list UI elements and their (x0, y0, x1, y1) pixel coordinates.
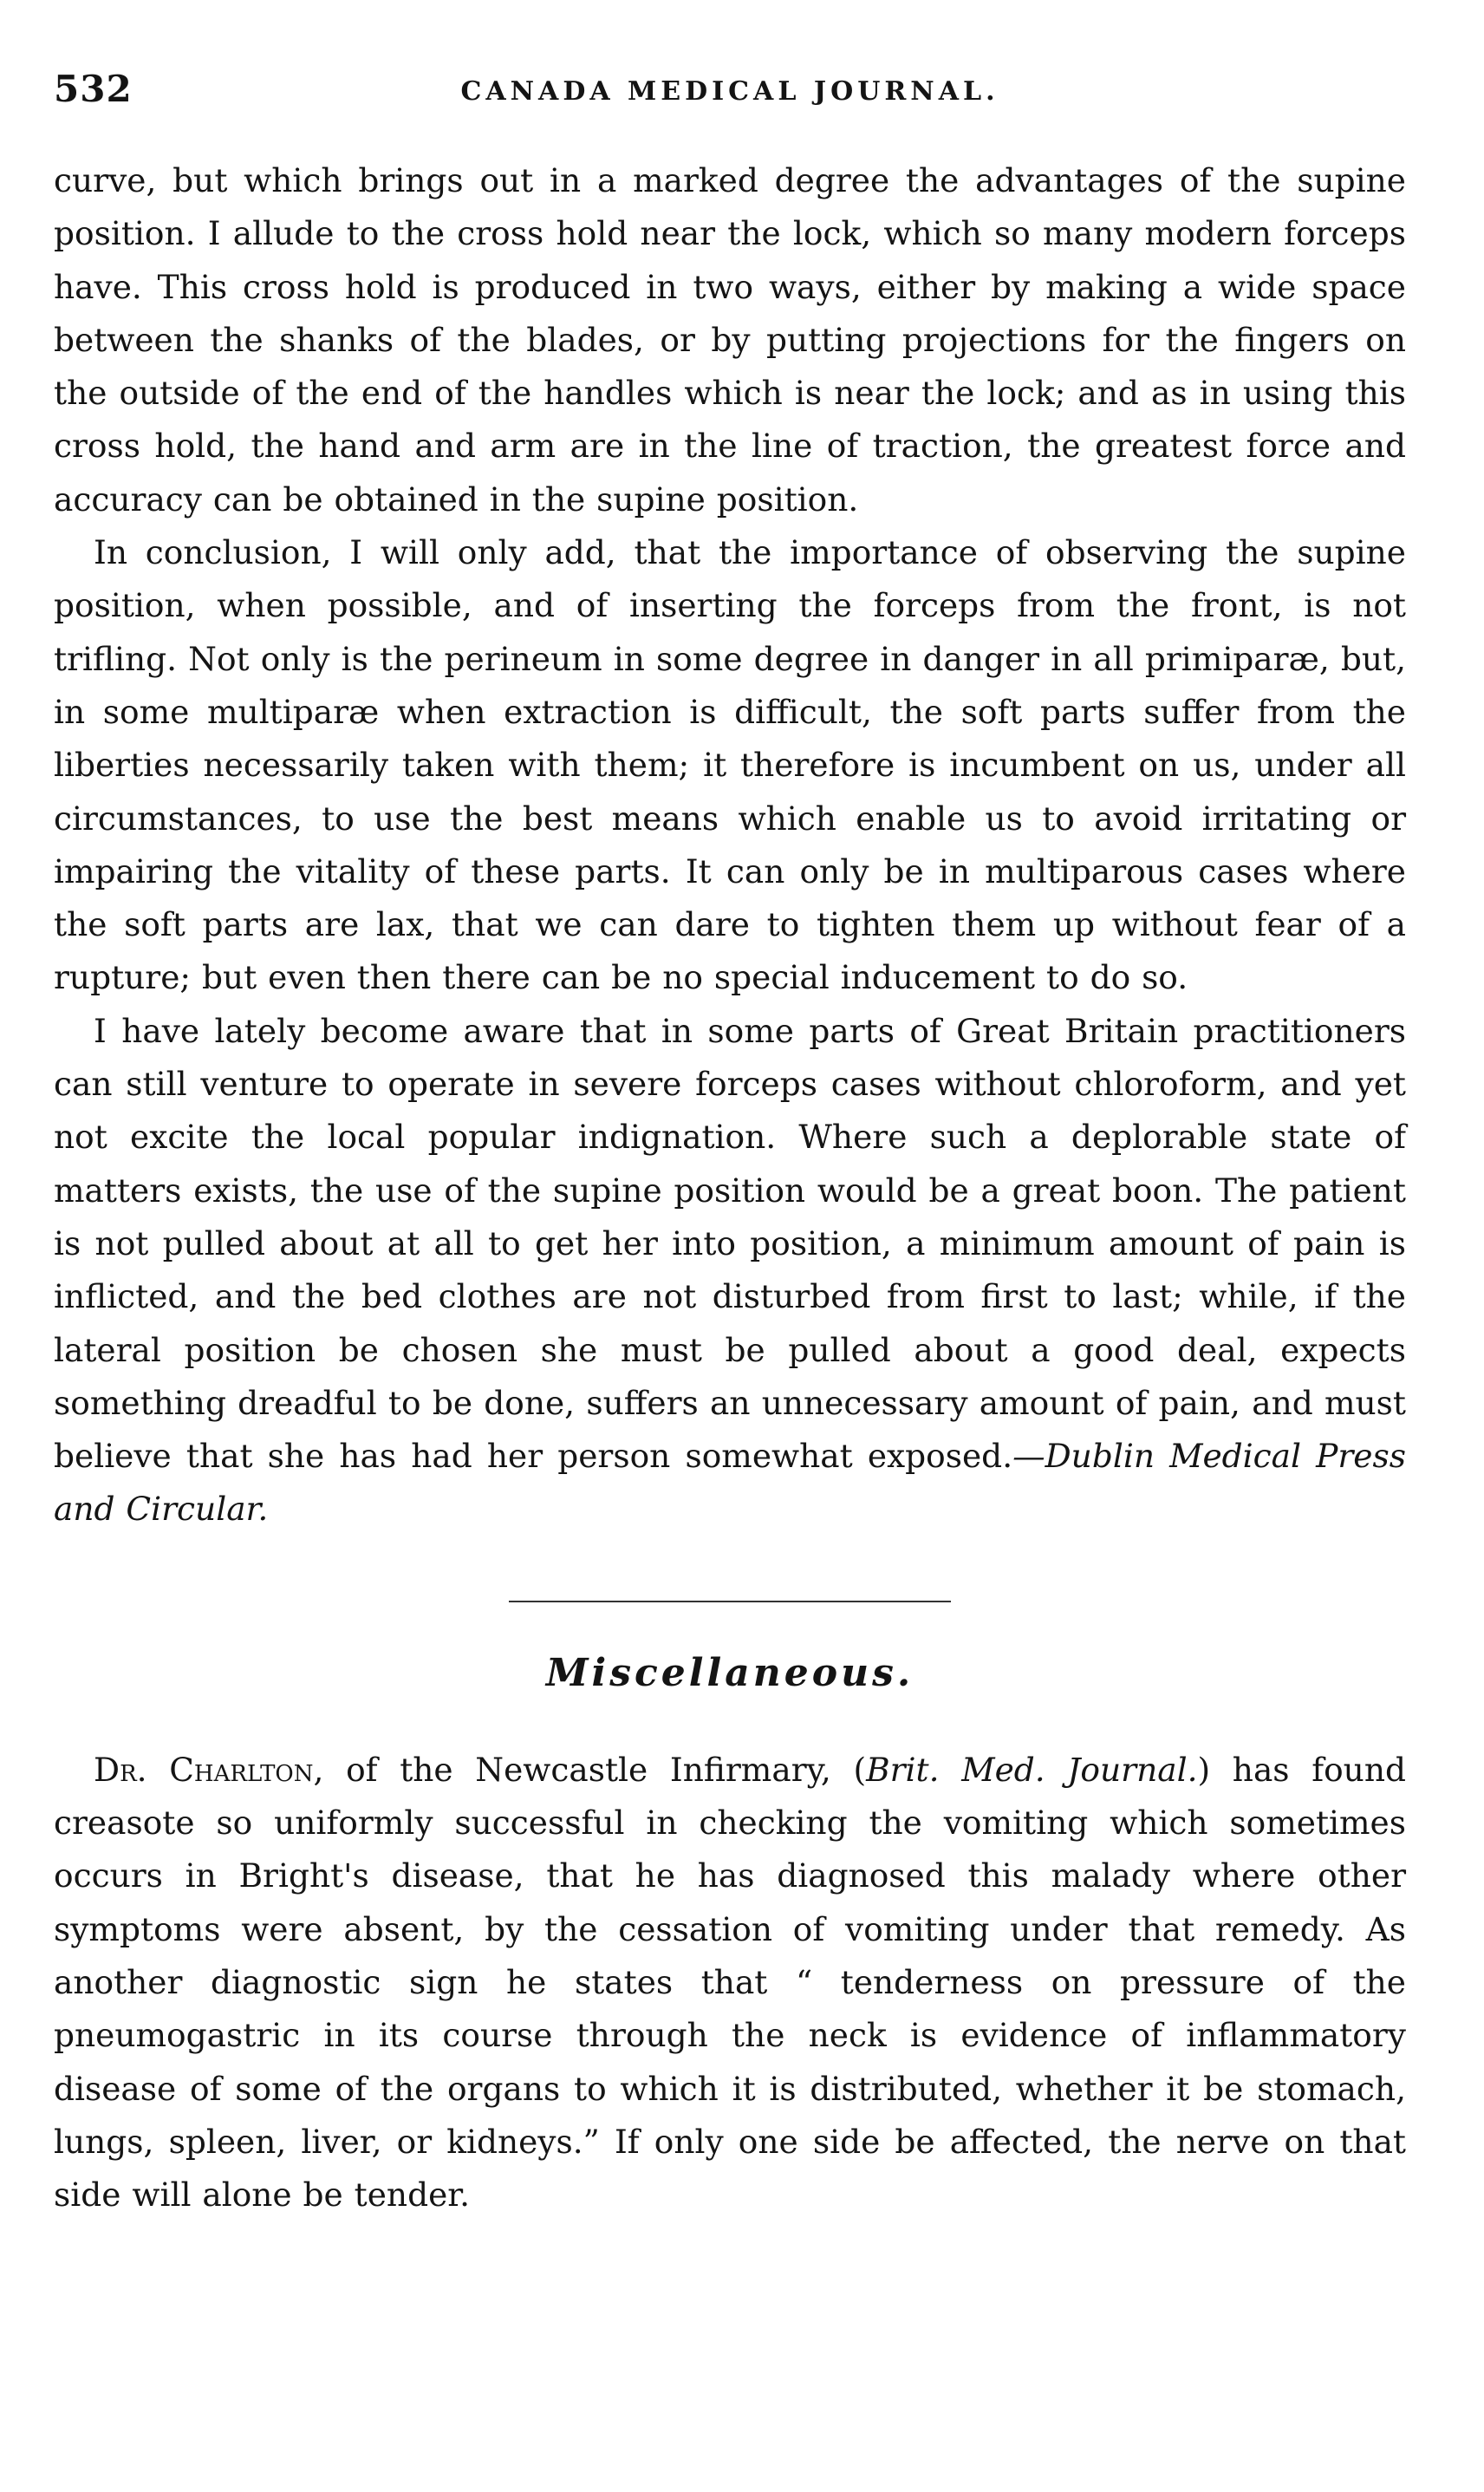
running-head: CANADA MEDICAL JOURNAL. (460, 76, 999, 107)
page-number: 532 (54, 68, 133, 110)
miscellany-paragraph (54, 1744, 1406, 2222)
article-paragraph-1: curve, but which brings out in a marked degree the advantages of the supine position. I allude to the cross hold near the lock, which so many modern forceps have. This cross hold is produced in two ways, either by making a wide space between the shanks of the blades, or by putting projections for the fingers on the outside of the end of the handles which is near the lock; and as in using this cross hold, the hand and arm are in the line of traction, the greatest force and accuracy can be obtained in the supine position. (54, 161, 1406, 519)
article-body (54, 154, 1406, 1536)
miscellany-text-b: ) has found creasote so uniformly successful in checking the vomiting which sometimes occurs in Bright's disease, that he has diagnosed this malady where other symptoms were absent, by the cessation of vomiting under that remedy. As another diagnostic sign he states that “ tenderness on pressure of the pneumogastric in its course through the neck is evidence of inflammatory disease of some of the organs to which it is distributed, whether it be stomach, lungs, spleen, liver, or kidneys.” If only one side be affected, the nerve on that side will alone be tender. (54, 1750, 1406, 2215)
miscellany-body (54, 1744, 1406, 2222)
section-title: Miscellaneous. (545, 1650, 914, 1695)
article-paragraph-3-text: I have lately become aware that in some parts of Great Britain practitioners can still venture to operate in severe forceps cases without chloroform, and yet not excite the local popular indignation. Where such a deplorable state of matters exists, the use of the supine position would be a great boon. The patient is not pulled about at all to get her into position, a minimum amount of pain is inflicted, and the bed clothes are not disturbed from first to last; while, if the lateral position be chosen she must be pulled about a good deal, expects something dreadful to be done, suffers an unnecessary amount of pain, and must believe that she has had her person somewhat exposed. (54, 1011, 1406, 1476)
miscellany-text-a: , of the Newcastle Infirmary, ( (313, 1750, 867, 1789)
section-divider (509, 1601, 951, 1602)
miscellany-source: Brit. Med. Journal. (866, 1750, 1198, 1789)
journal-page (54, 68, 1406, 2221)
article-citation: —Dublin Medical Press and Circular. (54, 1437, 1406, 1529)
article-paragraph-2: In conclusion, I will only add, that the importance of observing the supine position, when possible, and of inserting the forceps from the front, is not trifling. Not only is the perineum in some degree in danger in all primiparæ, but, in some multiparæ when extraction is difficult, the soft parts suffer from the liberties necessarily taken with them; it therefore is incumbent on us, under all circumstances, to use the best means which enable us to avoid irritating or impairing the vitality of these parts. It can only be in multiparous cases where the soft parts are lax, that we can dare to tighten them up without fear of a rupture; but even then there can be no special inducement to do so. (54, 533, 1406, 997)
article-paragraph-3 (54, 1005, 1406, 1536)
page-header (54, 68, 1406, 120)
miscellany-author: Dr. Charlton (94, 1750, 314, 1789)
